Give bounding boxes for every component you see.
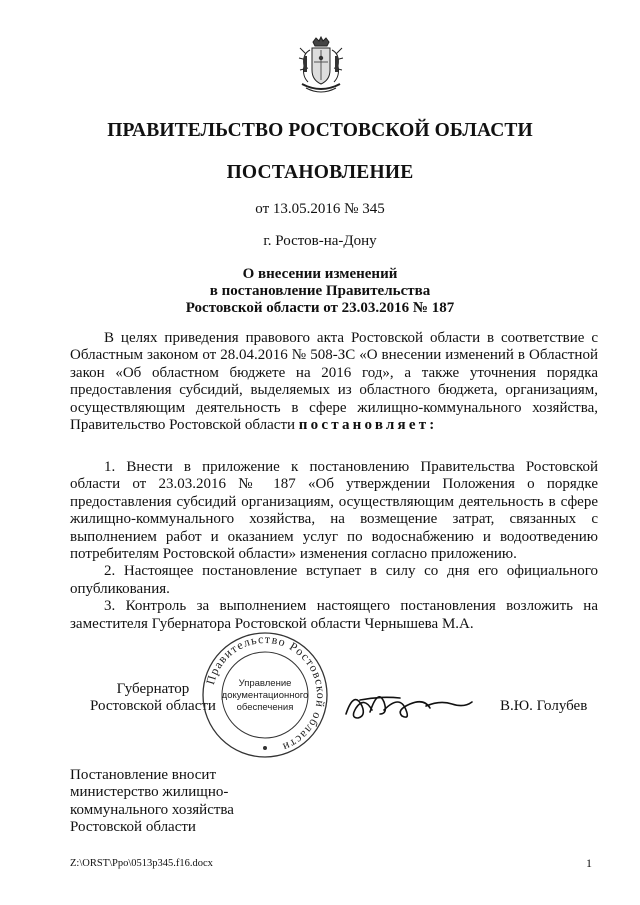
document-subject xyxy=(0,266,640,317)
submission-note xyxy=(70,767,234,837)
document-date-number: от 13.05.2016 № 345 xyxy=(255,201,385,217)
decree-point-1: 1. Внести в приложение к постановлению Правительства Ростовской области от 23.03.2016 № 187 «Об утверждении Положения о порядке предоставления субсидий организациям, осуществляющим деятельность в сфере жилищно-коммунального хозяйства, на возмещение затрат, связанных с выполнением работ и оказанием услуг по водоснабжению и водоотведению потребителям Ростовской области» изменения согласно приложению. xyxy=(70,459,598,563)
stamp-outer-text: Правительство Ростовской области xyxy=(203,631,329,755)
stamp-inner-line: Управление xyxy=(238,678,292,689)
note-line: Ростовской области xyxy=(70,819,196,836)
note-line: коммунального хозяйства xyxy=(70,801,234,818)
signer-name: В.Ю. Голубев xyxy=(500,698,588,714)
subject-line: в постановление Правительства xyxy=(209,283,431,299)
preamble-text: В целях приведения правового акта Ростовской области в соответствие с Областным законом от 28.04.2016 № 508-ЗС «О внесении изменений в Областной закон «Об областном бюджете на 2016 год», а также уточнения порядка предоставления субсидий, выделяемых из областного бюджета, организациям, осуществляющим деятельность в сфере жилищно-коммунального хозяйства, Правительство Ростовской области xyxy=(70,330,598,434)
preamble xyxy=(70,330,598,434)
decree-word: постановляет: xyxy=(298,417,438,434)
coat-of-arms-icon xyxy=(296,36,346,96)
government-title: ПРАВИТЕЛЬСТВО РОСТОВСКОЙ ОБЛАСТИ xyxy=(107,120,533,141)
stamp-inner-line: документационного xyxy=(221,690,309,701)
subject-line: Ростовской области от 23.03.2016 № 187 xyxy=(185,300,455,316)
document-city: г. Ростов-на-Дону xyxy=(263,233,377,249)
document-type: ПОСТАНОВЛЕНИЕ xyxy=(226,162,414,183)
official-stamp xyxy=(200,630,330,760)
decree-points xyxy=(70,459,598,633)
decree-point-3: 3. Контроль за выполнением настоящего постановления возложить на заместителя Губернатора Ростовской области Чернышева М.А. xyxy=(70,598,598,632)
decree-point-2: 2. Настоящее постановление вступает в силу со дня его официального опубликования. xyxy=(70,563,598,597)
signer-position-line: Губернатор xyxy=(116,681,190,697)
handwritten-signature xyxy=(340,680,480,730)
subject-line: О внесении изменений xyxy=(242,266,398,282)
stamp-inner-line: обеспечения xyxy=(236,702,294,713)
footer-file-path: Z:\ORST\Ppo\0513p345.f16.docx xyxy=(70,858,213,869)
note-line: министерство жилищно- xyxy=(70,784,229,801)
signer-position-line: Ростовской области xyxy=(90,698,216,714)
signer-position xyxy=(90,681,216,715)
footer-page-number: 1 xyxy=(586,856,592,870)
note-line: Постановление вносит xyxy=(70,767,217,783)
